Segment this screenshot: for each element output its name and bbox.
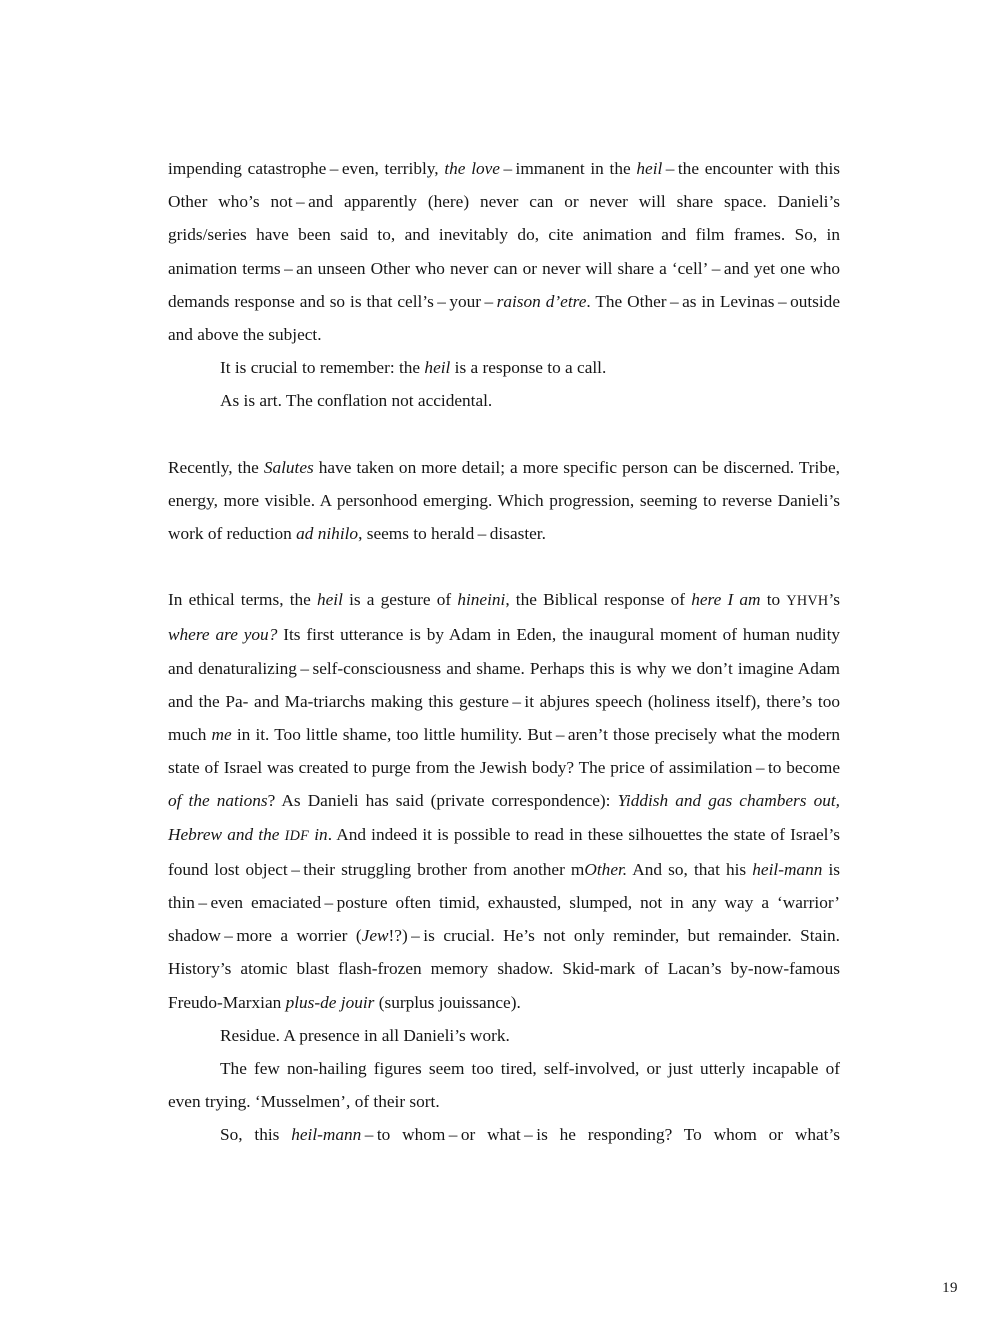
text-run: As is art. The conflation not accidental. [220, 391, 493, 411]
text-run: The few non-hailing figures seem too tired, self-involved, or just utterly incapable of even trying. ‘Musselmen’, of their sort. [168, 1059, 840, 1112]
text-run: impending catastrophe – even, terribly, [168, 159, 445, 178]
text-run: in it. Too little shame, too little humility. But – aren’t those precisely what the modern state of Israel was created to purge from the Jewish body? The price of assimilation – to become [168, 725, 840, 778]
body-paragraph [168, 583, 840, 1019]
text-run: hineini [457, 590, 506, 610]
text-run: – to whom – or what – is he responding? To whom or what’s [361, 1125, 840, 1145]
text-run: (surplus jouissance). [374, 992, 521, 1012]
text-run: So, this [220, 1125, 292, 1145]
body-paragraph [168, 1052, 840, 1118]
text-run: raison d’etre [496, 291, 587, 311]
body-paragraph [168, 1118, 840, 1151]
text-run: is thin – even emaciated – posture often timid, exhausted, slumped, not in any way a ‘warrior’ shadow – more a worrier ( [168, 859, 840, 946]
text-run: here I am [691, 590, 761, 610]
text-run: ’s [828, 590, 840, 610]
text-run: – the encounter with this Other who’s not – and apparently (here) never can or never will share space. Danieli’s grids/series have been said to, and inevitably do, cite animation and film frames. So, in animation terms – an unseen Other who never can or never will share a ‘cell’ – and yet one who demands response and so is that cell’s – your – [168, 159, 840, 311]
text-run: ad nihilo [296, 524, 359, 544]
text-run: to [760, 590, 787, 610]
text-run: In ethical terms, the [168, 590, 317, 610]
text-run: IDF [284, 827, 310, 844]
body-text-column [168, 152, 840, 1152]
text-run: Salutes [263, 457, 314, 477]
text-run: . The Other – as in Levinas – outside and above the subject. [168, 291, 840, 345]
text-run: Its first utterance is by Adam in Eden, the inaugural moment of human nudity and denaturalizing – self-consciousness and shame. Perhaps this is why we don’t imagine Adam and the Pa- and Ma-triarchs making this gesture – it abjures speech (holiness itself), there’s too much [168, 625, 841, 745]
text-run: !?) – is crucial. He’s not only reminder, but remainder. Stain. History’s atomic blast flash-frozen memory shadow. Skid-mark of Lacan’s by-now-famous Freudo-Marxian [168, 926, 841, 1012]
text-run: Other. [584, 859, 628, 879]
body-paragraph [168, 451, 840, 551]
text-run: heil [424, 358, 451, 378]
text-run: Residue. A presence in all Danieli’s work. [220, 1025, 510, 1045]
body-paragraph [168, 351, 840, 384]
text-run: the love [444, 159, 500, 178]
text-run: have taken on more detail; a more specific person can be discerned. Tribe, energy, more visible. A personhood emerging. Which progression, seeming to reverse Danieli’s work of reduction [168, 457, 840, 544]
text-run: – immanent in the [499, 159, 637, 178]
text-run: YHVH [786, 593, 829, 610]
text-run: ? As Danieli has said (private correspondence): [267, 791, 618, 811]
text-run: , the Biblical response of [505, 590, 692, 610]
text-run: . And indeed it is possible to read in these silhouettes the state of Israel’s found lost object – their struggling brother from another m [168, 824, 841, 879]
text-run: And so, that his [627, 859, 753, 879]
text-run: where are you? [168, 625, 278, 645]
text-run: in [309, 824, 328, 844]
text-run: Recently, the [168, 457, 264, 477]
text-run: heil-mann [752, 859, 823, 879]
text-run: of the nations [168, 791, 268, 811]
text-run: heil [317, 590, 343, 610]
body-paragraph [168, 384, 840, 417]
text-run: heil-mann [291, 1125, 362, 1145]
text-run: , seems to herald – disaster. [358, 524, 546, 544]
body-paragraph [168, 152, 840, 351]
text-run: It is crucial to remember: the [220, 358, 425, 378]
text-run: Jew [361, 926, 389, 946]
text-run: plus-de jouir [285, 992, 375, 1012]
text-run: is a gesture of [342, 590, 458, 610]
text-run: is a response to a call. [450, 358, 607, 378]
page-number: 19 [942, 1280, 958, 1296]
body-paragraph [168, 1019, 840, 1052]
text-run: Yiddish and gas chambers out, Hebrew and the [168, 791, 840, 844]
text-run: heil [636, 159, 663, 178]
text-run: me [211, 725, 232, 745]
